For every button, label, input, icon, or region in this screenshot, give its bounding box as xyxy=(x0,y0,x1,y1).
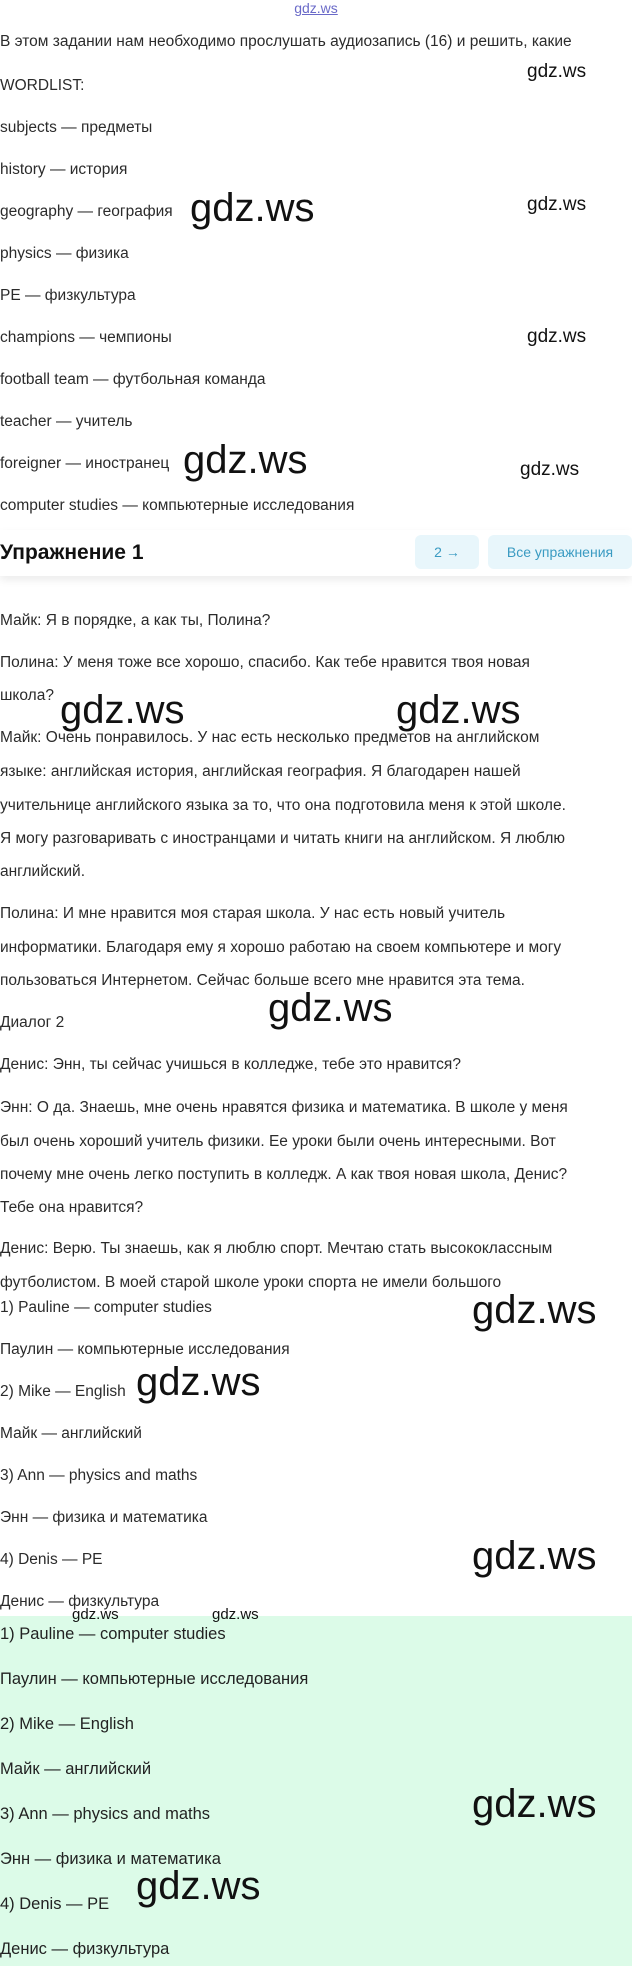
watermark: gdz.ws xyxy=(527,194,587,215)
dialogue-line: Полина: И мне нравится моя старая школа. У нас есть новый учитель xyxy=(0,905,506,922)
all-exercises-button[interactable]: Все упражнения xyxy=(488,535,632,569)
answer-panel-line: Энн — физика и математика xyxy=(0,1850,221,1868)
wordlist-item: computer studies — компьютерные исследования xyxy=(0,497,355,514)
dialogue-line: школа? xyxy=(0,687,54,704)
dialogue-line: Энн: О да. Знаешь, мне очень нравятся физика и математика. В школе у меня xyxy=(0,1099,568,1116)
watermark: gdz.ws xyxy=(72,1606,119,1623)
dialogue-line: языке: английская история, английская география. Я благодарен нашей xyxy=(0,763,521,780)
answer-panel-line: Майк — английский xyxy=(0,1760,152,1778)
site-logo[interactable]: gdz.ws xyxy=(294,0,338,16)
dialogue-line: Денис: Энн, ты сейчас учишься в колледже, тебе это нравится? xyxy=(0,1056,461,1073)
answer-line: Майк — английский xyxy=(0,1425,142,1442)
exercise-title: Упражнение 1 xyxy=(0,541,144,564)
watermark: gdz.ws xyxy=(183,438,308,482)
watermark: gdz.ws xyxy=(268,986,393,1030)
answer-panel-line: 4) Denis — PE xyxy=(0,1895,110,1913)
answer-line: Паулин — компьютерные исследования xyxy=(0,1341,290,1358)
answer-line: 2) Mike — English xyxy=(0,1383,126,1400)
dialogue-line: пользоваться Интернетом. Сейчас больше всего мне нравится эта тема. xyxy=(0,972,525,989)
watermark: gdz.ws xyxy=(472,1288,597,1332)
answer-line: 3) Ann — physics and maths xyxy=(0,1467,198,1484)
watermark: gdz.ws xyxy=(527,61,587,82)
answer-panel-line: 3) Ann — physics and maths xyxy=(0,1805,211,1823)
answer-line: Энн — физика и математика xyxy=(0,1509,208,1526)
dialogue-heading: Диалог 2 xyxy=(0,1014,65,1031)
intro-text: В этом задании нам необходимо прослушать аудиозапись (16) и решить, какие xyxy=(0,33,572,50)
watermark: gdz.ws xyxy=(60,688,185,732)
dialogue-line: Денис: Верю. Ты знаешь, как я люблю спорт. Мечтаю стать высококлассным xyxy=(0,1240,553,1257)
dialogue-line: английский. xyxy=(0,863,86,880)
wordlist-item: teacher — учитель xyxy=(0,413,133,430)
wordlist-item: champions — чемпионы xyxy=(0,329,172,346)
next-exercise-button[interactable]: 2 → xyxy=(415,535,479,569)
dialogue-line: Майк: Я в порядке, а как ты, Полина? xyxy=(0,612,271,629)
dialogue-line: футболистом. В моей старой школе уроки спорта не имели большого xyxy=(0,1274,502,1291)
wordlist-item: geography — география xyxy=(0,203,173,220)
watermark: gdz.ws xyxy=(190,186,315,230)
answer-panel-line: Паулин — компьютерные исследования xyxy=(0,1670,309,1688)
dialogue-line: был очень хороший учитель физики. Ее уроки были очень интересными. Вот xyxy=(0,1133,556,1150)
watermark: gdz.ws xyxy=(527,326,587,347)
watermark: gdz.ws xyxy=(136,1864,261,1908)
answer-line: 4) Denis — PE xyxy=(0,1551,103,1568)
wordlist-item: football team — футбольная команда xyxy=(0,371,266,388)
wordlist-item: physics — физика xyxy=(0,245,129,262)
dialogue-line: Я могу разговаривать с иностранцами и читать книги на английском. Я люблю xyxy=(0,830,565,847)
watermark: gdz.ws xyxy=(136,1360,261,1404)
answer-line: 1) Pauline — computer studies xyxy=(0,1299,212,1316)
wordlist-item: PE — физкультура xyxy=(0,287,136,304)
dialogue-line: Полина: У меня тоже все хорошо, спасибо. Как тебе нравится твоя новая xyxy=(0,654,530,671)
wordlist-item: foreigner — иностранец xyxy=(0,455,170,472)
dialogue-line: Тебе она нравится? xyxy=(0,1199,144,1216)
wordlist-item: subjects — предметы xyxy=(0,119,153,136)
dialogue-line: информатики. Благодаря ему я хорошо работаю на своем компьютере и могу xyxy=(0,939,562,956)
dialogue-line: Майк: Очень понравилось. У нас есть несколько предметов на английском xyxy=(0,729,540,746)
wordlist-item: history — история xyxy=(0,161,128,178)
watermark: gdz.ws xyxy=(212,1606,259,1623)
dialogue-line: учительнице английского языка за то, что она подготовила меня к этой школе. xyxy=(0,797,566,814)
watermark: gdz.ws xyxy=(520,459,580,480)
answer-panel-line: Денис — физкультура xyxy=(0,1940,170,1958)
wordlist-label: WORDLIST: xyxy=(0,77,85,94)
dialogue-line: почему мне очень легко поступить в колледж. А как твоя новая школа, Денис? xyxy=(0,1166,568,1183)
answer-panel-line: 1) Pauline — computer studies xyxy=(0,1625,226,1643)
answer-line: Денис — физкультура xyxy=(0,1593,160,1610)
watermark: gdz.ws xyxy=(472,1782,597,1826)
watermark: gdz.ws xyxy=(472,1534,597,1578)
answer-panel-line: 2) Mike — English xyxy=(0,1715,134,1733)
watermark: gdz.ws xyxy=(396,688,521,732)
